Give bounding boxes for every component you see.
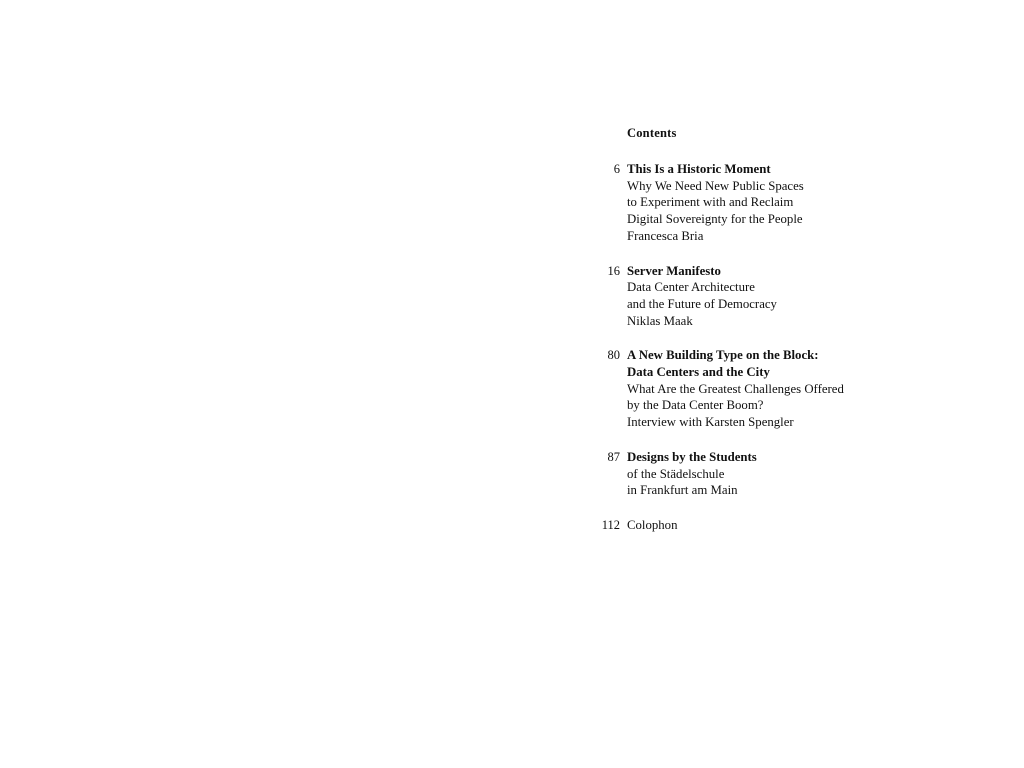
contents-entry-subtitle-line: to Experiment with and Reclaim — [627, 195, 794, 210]
contents-entry[interactable] — [590, 449, 930, 499]
contents-entry-page-number: 112 — [601, 517, 620, 532]
contents-entry-page-number: 80 — [607, 348, 620, 363]
contents-entry-subtitle-line: in Frankfurt am Main — [627, 483, 738, 498]
contents-entry-title-line: A New Building Type on the Block: — [627, 348, 819, 363]
contents-entry-text — [627, 161, 804, 245]
contents-heading: Contents — [627, 126, 677, 140]
contents-entry[interactable] — [590, 517, 930, 534]
contents-entry[interactable] — [590, 347, 930, 431]
contents-entry-subtitle-line: of the Städelschule — [627, 466, 725, 481]
contents-entry-title-line: Server Manifesto — [627, 263, 721, 278]
contents-entry-subtitle-line: Digital Sovereignty for the People — [627, 212, 803, 227]
contents-entry-subtitle-line: Francesca Bria — [627, 228, 704, 243]
contents-entry-subtitle-line: and the Future of Democracy — [627, 296, 777, 311]
contents-entry-subtitle-line: Interview with Karsten Spengler — [627, 415, 794, 430]
contents-entry[interactable] — [590, 263, 930, 330]
contents-entry-subtitle-line: Colophon — [627, 517, 678, 532]
contents-entry-title-line: Data Centers and the City — [627, 365, 770, 380]
contents-entry-subtitle-line: Why We Need New Public Spaces — [627, 178, 804, 193]
contents-entry-subtitle-line: by the Data Center Boom? — [627, 398, 764, 413]
contents-entry-page-number: 6 — [613, 162, 620, 176]
contents-entry-page-number: 87 — [607, 449, 620, 464]
table-of-contents — [590, 126, 930, 534]
contents-entry-subtitle-line: What Are the Greatest Challenges Offered — [627, 381, 844, 396]
contents-entry-text — [627, 517, 677, 534]
contents-entry-text — [627, 449, 757, 499]
contents-entry[interactable] — [590, 161, 930, 245]
contents-entry-page-number: 16 — [607, 263, 620, 278]
contents-entry-text — [627, 263, 777, 330]
contents-entry-title-line: Designs by the Students — [627, 449, 757, 464]
contents-entry-subtitle-line: Data Center Architecture — [627, 280, 755, 295]
contents-entry-title-line: This Is a Historic Moment — [627, 162, 771, 176]
contents-entry-list — [590, 161, 930, 534]
contents-entry-text — [627, 347, 844, 431]
contents-entry-subtitle-line: Niklas Maak — [627, 313, 693, 328]
